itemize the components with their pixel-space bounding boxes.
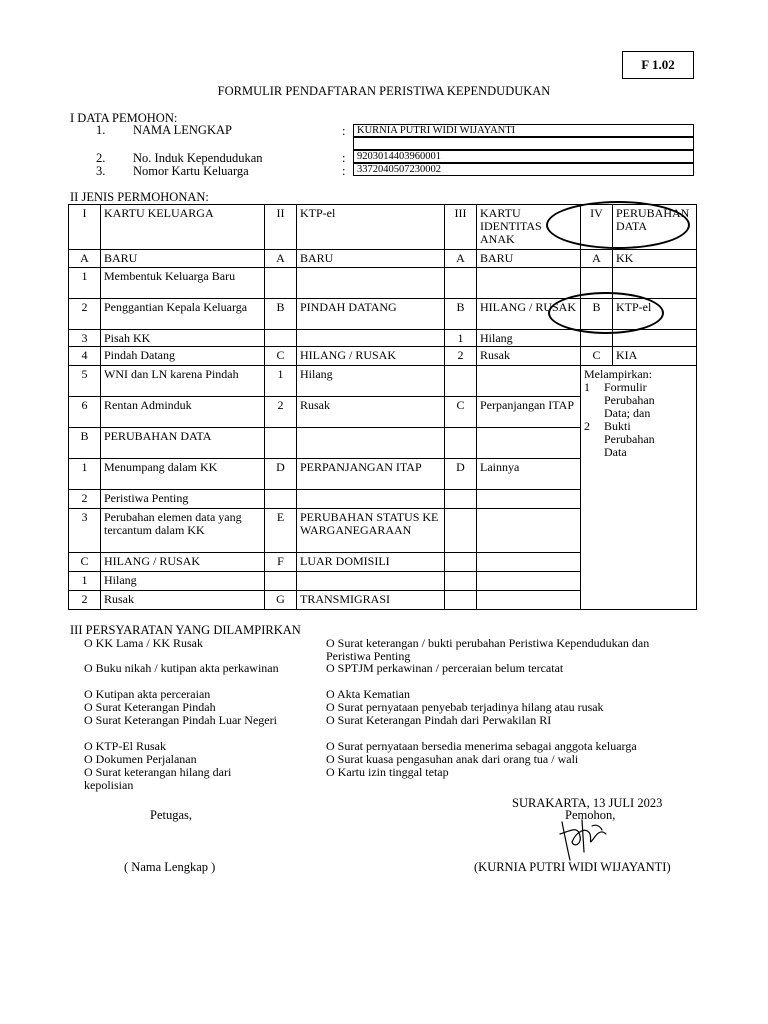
req-anggota-keluarga[interactable]: O Surat pernyataan bersedia menerima sebagai anggota keluarga [326,739,637,753]
cell[interactable] [297,572,445,591]
header-kk-num: I [69,205,101,250]
cell: 2 [69,299,101,330]
cell: 1 [69,459,101,490]
req-bukti-perubahan-text: O Surat keterangan / bukti perubahan Peristiwa Kependudukan dan Peristiwa Penting [326,636,650,663]
req-hilang-kepolisian-text: O Surat keterangan hilang dari kepolisian [84,765,232,792]
melampirkan-cell [581,366,697,610]
cell[interactable] [477,268,581,299]
cell[interactable]: PINDAH DATANG [297,299,445,330]
item3-num: 3. [96,164,106,178]
cell[interactable]: KK [613,250,697,268]
cell[interactable]: PERUBAHAN DATA [101,428,265,459]
cell: B [265,299,297,330]
req-kuasa-pengasuhan[interactable]: O Surat kuasa pengasuhan anak dari orang tua / wali [326,752,579,766]
selection-circle-perubahan-data [546,201,690,249]
cell[interactable]: Menumpang dalam KK [101,459,265,490]
form-code: F 1.02 [622,51,694,79]
pemohon-name: (KURNIA PUTRI WIDI WIJAYANTI) [474,860,671,874]
req-ktp-rusak[interactable]: O KTP-El Rusak [84,739,166,753]
req-sptjm[interactable]: O SPTJM perkawinan / perceraian belum tercatat [326,661,564,675]
item2-label: No. Induk Kependudukan [133,151,263,165]
cell[interactable]: WNI dan LN karena Pindah [101,366,265,397]
cell[interactable]: Rentan Adminduk [101,397,265,428]
melampirkan-text: Formulir Perubahan Data; dan [604,380,655,420]
cell [265,428,297,459]
cell: 1 [69,268,101,299]
cell: 2 [69,490,101,509]
cell[interactable]: BARU [477,250,581,268]
place-date: SURAKARTA, 13 JULI 2023 [512,796,663,810]
cell: A [445,250,477,268]
cell: C [265,347,297,366]
melampirkan-text: Bukti Perubahan Data [604,419,655,459]
cell: 3 [69,509,101,553]
req-bukti-perubahan[interactable] [326,637,696,663]
cell[interactable]: PERUBAHAN STATUS KEWARGANEGARAAN [297,509,445,553]
cell[interactable]: HILANG / RUSAK [477,299,581,330]
req-akta-kematian[interactable]: O Akta Kematian [326,687,410,701]
nkk-field[interactable]: 3372040507230002 [353,163,694,176]
cell[interactable] [297,268,445,299]
cell [445,268,477,299]
jenis-permohonan-table [68,204,697,610]
header-kk-label: KARTU KELUARGA [101,205,265,250]
item1-colon: : [342,124,346,138]
cell[interactable]: BARU [297,250,445,268]
cell: 2 [69,591,101,610]
cell: B [581,299,613,330]
header-perubahan-num: IV [581,205,613,250]
cell [445,572,477,591]
melampirkan-num: 1 [584,380,590,394]
item1-num: 1. [96,123,106,137]
header-ktp-label: KTP-el [297,205,445,250]
section3-label: III PERSYARATAN YANG DILAMPIRKAN [70,623,301,637]
cell[interactable]: Rusak [101,591,265,610]
req-buku-nikah[interactable] [84,662,289,675]
cell: 1 [445,330,477,347]
req-kitap[interactable]: O Kartu izin tinggal tetap [326,765,449,779]
item3-colon: : [342,164,346,178]
cell: 1 [69,572,101,591]
cell [265,490,297,509]
req-pindah-luar-negeri-text: O Surat Keterangan Pindah Luar Negeri [84,713,277,727]
nik-field[interactable]: 9203014403960001 [353,150,694,163]
cell[interactable] [477,509,581,553]
header-kia-num: III [445,205,477,250]
cell[interactable] [297,490,445,509]
cell: C [445,397,477,428]
pemohon-label: Pemohon, [565,808,616,822]
cell: F [265,553,297,572]
petugas-name: ( Nama Lengkap ) [124,860,216,874]
header-kia-label: KARTU IDENTITAS ANAK [477,205,581,250]
item3-label: Nomor Kartu Keluarga [133,164,249,178]
cell [445,366,477,397]
req-dokumen-perjalanan[interactable]: O Dokumen Perjalanan [84,752,197,766]
cell: B [69,428,101,459]
cell: 2 [445,347,477,366]
cell [265,268,297,299]
cell[interactable]: LUAR DOMISILI [297,553,445,572]
cell[interactable]: Penggantian Kepala Keluarga [101,299,265,330]
req-pindah-perwakilan[interactable]: O Surat Keterangan Pindah dari Perwakilan RI [326,713,552,727]
cell[interactable]: PERPANJANGAN ITAP [297,459,445,490]
cell[interactable] [477,428,581,459]
cell: B [445,299,477,330]
cell: 2 [265,397,297,428]
cell: C [69,553,101,572]
cell[interactable]: TRANSMIGRASI [297,591,445,610]
cell: A [265,250,297,268]
cell[interactable]: Lainnya [477,459,581,490]
melampirkan-item [584,381,693,420]
cell: D [445,459,477,490]
cell[interactable] [477,572,581,591]
table-row [69,250,697,268]
pemohon-signature [552,812,612,864]
header-ktp-num: II [265,205,297,250]
cell[interactable]: Perpanjangan ITAP [477,397,581,428]
cell: 5 [69,366,101,397]
cell[interactable] [477,591,581,610]
req-akta-perceraian[interactable]: O Kutipan akta perceraian [84,687,211,701]
cell: 1 [265,366,297,397]
cell: E [265,509,297,553]
cell[interactable] [297,428,445,459]
section2-label: II JENIS PERMOHONAN: [70,190,209,204]
melampirkan-num: 2 [584,419,590,433]
item1-label: NAMA LENGKAP [133,123,232,137]
cell[interactable]: Hilang [477,330,581,347]
cell [445,490,477,509]
header-perubahan-label: PERUBAHAN DATA [613,205,697,250]
cell[interactable] [477,553,581,572]
cell[interactable]: KTP-el [613,299,697,330]
cell[interactable]: KIA [613,347,697,366]
cell[interactable]: Perubahan elemen data yang tercantum dalam KK [101,509,265,553]
cell: 4 [69,347,101,366]
table-row [69,347,697,366]
cell [445,553,477,572]
nama-lengkap-field[interactable]: KURNIA PUTRI WIDI WIJAYANTI [353,124,694,137]
cell: 3 [69,330,101,347]
req-buku-nikah-text: O Buku nikah / kutipan akta perkawinan [84,661,279,675]
cell[interactable]: Rusak [297,397,445,428]
cell: A [581,250,613,268]
req-hilang-kepolisian[interactable] [84,766,274,792]
item2-num: 2. [96,151,106,165]
cell[interactable]: Pindah Datang [101,347,265,366]
req-penyebab-hilang[interactable]: O Surat pernyataan penyebab terjadinya hilang atau rusak [326,700,604,714]
cell[interactable]: Peristiwa Penting [101,490,265,509]
melampirkan-title: Melampirkan: [584,367,652,381]
cell: G [265,591,297,610]
form-title: FORMULIR PENDAFTARAN PERISTIWA KEPENDUDUKAN [217,84,551,98]
cell[interactable] [297,330,445,347]
cell [445,428,477,459]
melampirkan-item [584,420,693,459]
cell: D [265,459,297,490]
cell [445,591,477,610]
cell[interactable] [477,366,581,397]
cell: C [581,347,613,366]
req-surat-pindah[interactable]: O Surat Keterangan Pindah [84,700,216,714]
req-pindah-luar-negeri[interactable] [84,714,284,727]
cell[interactable]: Membentuk Keluarga Baru [101,268,265,299]
cell: A [69,250,101,268]
cell[interactable]: HILANG / RUSAK [101,553,265,572]
cell[interactable]: HILANG / RUSAK [297,347,445,366]
req-kk-lama[interactable]: O KK Lama / KK Rusak [84,636,203,650]
cell[interactable]: Pisah KK [101,330,265,347]
cell[interactable] [477,490,581,509]
cell[interactable]: BARU [101,250,265,268]
cell [265,330,297,347]
table-row [69,366,697,397]
nama-lengkap-field-line2[interactable] [353,137,694,150]
cell: 6 [69,397,101,428]
item2-colon: : [342,151,346,165]
cell[interactable]: Hilang [101,572,265,591]
cell [265,572,297,591]
cell[interactable]: Rusak [477,347,581,366]
petugas-label: Petugas, [150,808,193,822]
cell[interactable]: Hilang [297,366,445,397]
cell [445,509,477,553]
section1-label: I DATA PEMOHON: [70,111,178,125]
selection-circle-ktp-el [548,292,664,334]
